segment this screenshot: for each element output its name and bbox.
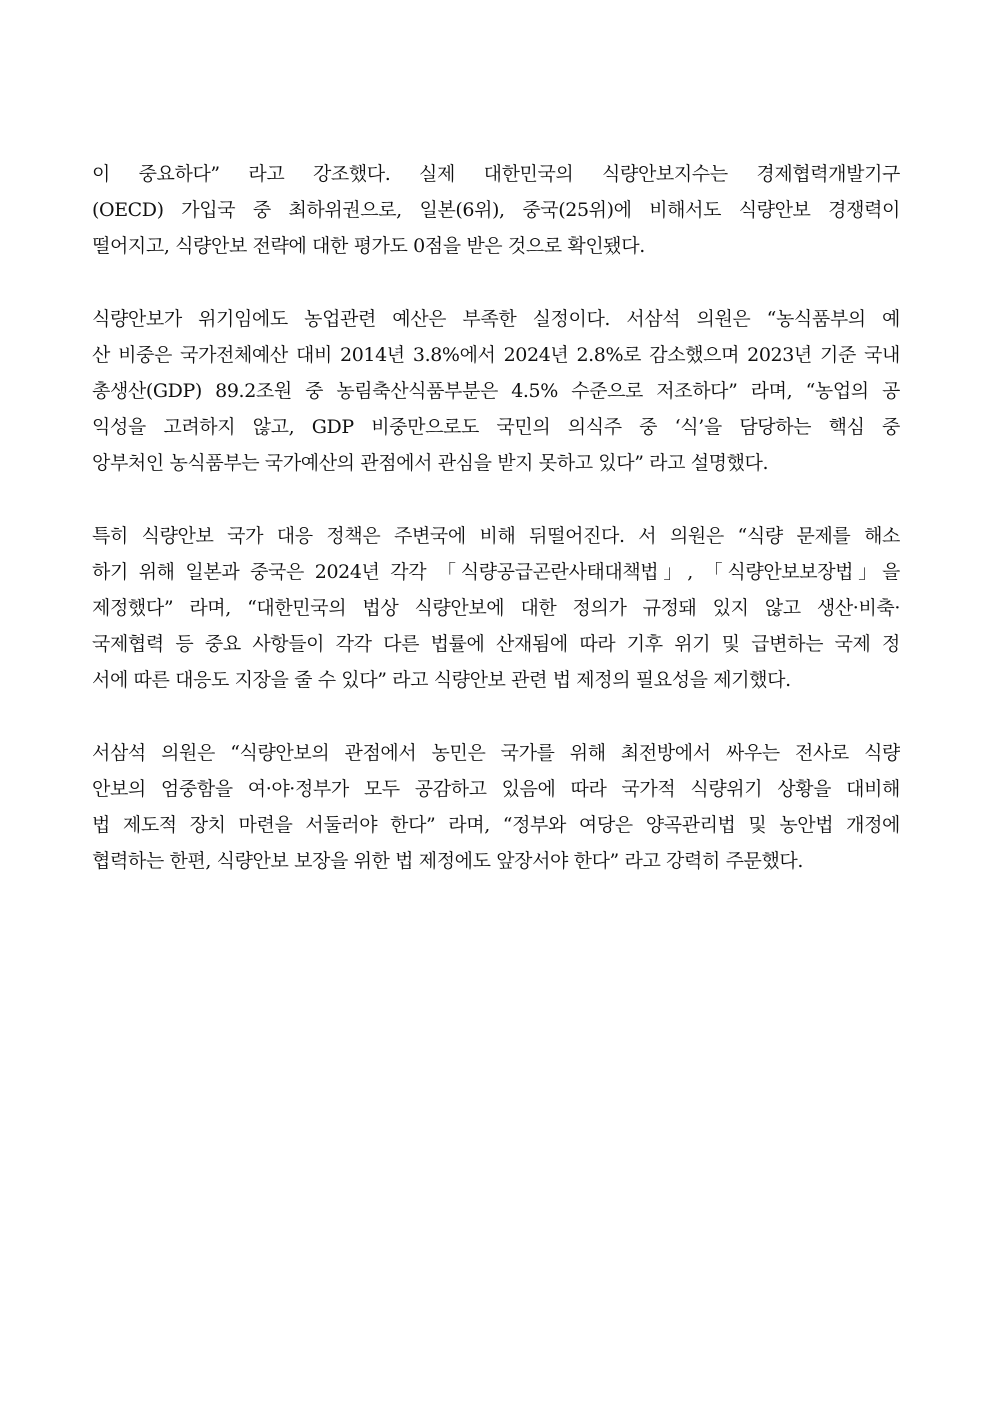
text-line: (OECD) 가입국 중 최하위권으로, 일본(6위), 중국(25위)에 비해서도 식량안보 경쟁력이 xyxy=(92,199,900,221)
text-line: 앙부처인 농식품부는 국가예산의 관점에서 관심을 받지 못하고 있다” 라고 설명했다. xyxy=(92,452,769,474)
text-line: 특히 식량안보 국가 대응 정책은 주변국에 비해 뒤떨어진다. 서 의원은 “식량 문제를 해소 xyxy=(92,525,900,547)
paragraph-2 xyxy=(92,301,900,481)
paragraph-3 xyxy=(92,518,900,698)
text-line: 서삼석 의원은 “식량안보의 관점에서 농민은 국가를 위해 최전방에서 싸우는 전사로 식량 xyxy=(92,742,900,764)
text-line: 식량안보가 위기임에도 농업관련 예산은 부족한 실정이다. 서삼석 의원은 “농식품부의 예 xyxy=(92,308,900,330)
text-line: 이 중요하다” 라고 강조했다. 실제 대한민국의 식량안보지수는 경제협력개발기구 xyxy=(92,163,900,185)
text-line: 총생산(GDP) 89.2조원 중 농림축산식품부분은 4.5% 수준으로 저조하다” 라며, “농업의 공 xyxy=(92,380,900,402)
article-body xyxy=(92,156,900,916)
paragraph-1 xyxy=(92,156,900,264)
text-line: 안보의 엄중함을 여·야·정부가 모두 공감하고 있음에 따라 국가적 식량위기 상황을 대비해 xyxy=(92,778,900,800)
text-line: 하기 위해 일본과 중국은 2024년 각각 「식량공급곤란사태대책법」, 「식량안보보장법」을 xyxy=(92,561,900,583)
text-line: 산 비중은 국가전체예산 대비 2014년 3.8%에서 2024년 2.8%로 감소했으며 2023년 기준 국내 xyxy=(92,344,900,366)
paragraph-4 xyxy=(92,735,900,879)
text-line: 협력하는 한편, 식량안보 보장을 위한 법 제정에도 앞장서야 한다” 라고 강력히 주문했다. xyxy=(92,850,804,872)
text-line: 익성을 고려하지 않고, GDP 비중만으로도 국민의 의식주 중 ‘식’을 담당하는 핵심 중 xyxy=(92,416,900,438)
text-line: 법 제도적 장치 마련을 서둘러야 한다” 라며, “정부와 여당은 양곡관리법 및 농안법 개정에 xyxy=(92,814,900,836)
text-line: 떨어지고, 식량안보 전략에 대한 평가도 0점을 받은 것으로 확인됐다. xyxy=(92,235,645,257)
text-line: 국제협력 등 중요 사항들이 각각 다른 법률에 산재됨에 따라 기후 위기 및 급변하는 국제 정 xyxy=(92,633,900,655)
text-line: 제정했다” 라며, “대한민국의 법상 식량안보에 대한 정의가 규정돼 있지 않고 생산·비축· xyxy=(92,597,900,619)
text-line: 서에 따른 대응도 지장을 줄 수 있다” 라고 식량안보 관련 법 제정의 필요성을 제기했다. xyxy=(92,669,791,691)
